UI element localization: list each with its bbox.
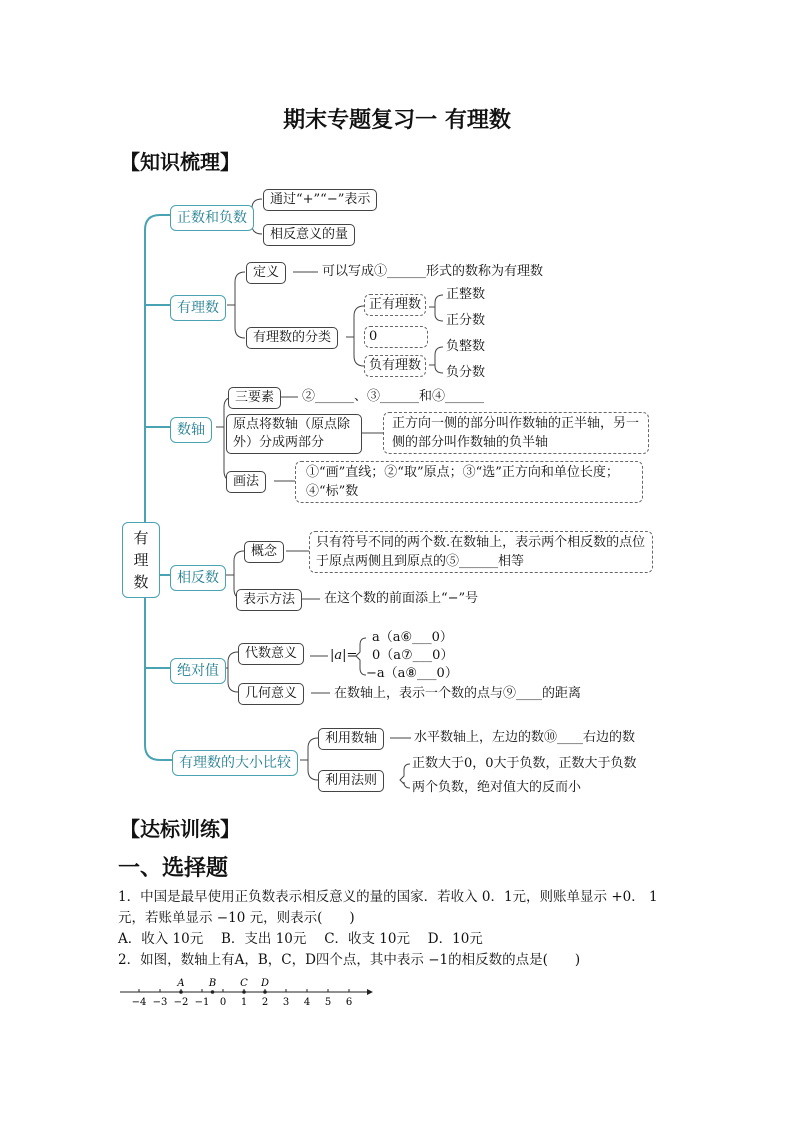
- question-1-line-1: 1．中国是最早使用正负数表示相反意义的量的国家．若收入 0．1元，则账单显示 +0． 1: [118, 889, 658, 905]
- concept-text: 只有符号不同的两个数.在数轴上，表示两个相反数的点位于原点两侧且到原点的⑤______相等: [309, 531, 653, 573]
- node-algebraic-meaning: 代数意义: [238, 643, 304, 665]
- number-line-tick-label: 5: [324, 997, 332, 1008]
- node-number-line: 数轴: [170, 417, 212, 443]
- number-line-tick-label: 4: [303, 997, 311, 1008]
- number-line-tick-label: 1: [240, 997, 248, 1008]
- node-negative-rational: 负有理数: [364, 355, 426, 377]
- number-line-tick-label: −1: [194, 997, 210, 1008]
- section-knowledge: 【知识梳理】: [120, 150, 240, 174]
- node-definition: 定义: [246, 262, 286, 284]
- node-rational-numbers: 有理数: [170, 295, 226, 321]
- rule-line-1: 正数大于0，0大于负数，正数大于负数: [412, 756, 637, 771]
- number-line-tick-label: 3: [282, 997, 290, 1008]
- node-use-rules: 利用法则: [318, 770, 384, 792]
- number-line-tick-label: −4: [131, 997, 147, 1008]
- page-title: 期末专题复习一 有理数: [283, 108, 511, 133]
- node-opposite-numbers: 相反数: [170, 565, 226, 591]
- question-2-line-1: 2．如图，数轴上有A，B，C，D四个点，其中表示 −1的相反数的点是( ): [118, 952, 581, 968]
- node-positive-rational: 正有理数: [364, 294, 426, 316]
- node-zero: 0: [364, 326, 428, 348]
- number-line-tick-label: 2: [261, 997, 269, 1008]
- negative-fraction: 负分数: [446, 365, 486, 380]
- number-line-tick-label: −3: [152, 997, 168, 1008]
- number-line-point: [263, 990, 267, 994]
- number-line-point-label: C: [240, 978, 248, 989]
- number-line-point-label: B: [208, 978, 217, 989]
- abs-formula-lhs: |a|=: [330, 648, 358, 663]
- node-classification: 有理数的分类: [246, 327, 338, 349]
- node-opposite-quantities: 相反意义的量: [263, 224, 355, 246]
- number-line-point: [242, 990, 246, 994]
- node-sign-notation: 通过“+”“−”表示: [263, 189, 377, 211]
- number-line-tick-label: 0: [219, 997, 227, 1008]
- section-practice: 【达标训练】: [120, 817, 240, 841]
- number-line-tick-label: −2: [173, 997, 189, 1008]
- root-label: 有 理 数: [133, 529, 149, 591]
- positive-fraction: 正分数: [446, 313, 486, 328]
- question-1-line-2: 元，若账单显示 −10 元，则表示( ): [118, 910, 355, 926]
- origin-split-text: 正方向一侧的部分叫作数轴的正半轴，另一侧的部分叫作数轴的负半轴: [383, 412, 649, 454]
- three-elements-text: ②______、③______和④______: [302, 389, 485, 404]
- question-1-options: A．收入 10元 B．支出 10元 C．收支 10元 D．10元: [118, 931, 483, 947]
- geometric-meaning-text: 在数轴上，表示一个数的点与⑨____的距离: [334, 686, 582, 701]
- number-line-arrow: [367, 989, 373, 995]
- definition-text: 可以写成①______形式的数称为有理数: [322, 264, 544, 279]
- number-line-point: [179, 990, 183, 994]
- abs-case-negative: −a（a⑧___0）: [366, 666, 458, 681]
- number-line-point: [211, 990, 215, 994]
- node-absolute-value: 绝对值: [170, 658, 226, 684]
- node-comparison: 有理数的大小比较: [172, 750, 298, 776]
- positive-integer: 正整数: [446, 287, 486, 302]
- node-use-number-line: 利用数轴: [318, 728, 384, 750]
- number-line-tick-label: 6: [345, 997, 353, 1008]
- node-notation-method: 表示方法: [236, 589, 302, 611]
- rule-line-2: 两个负数，绝对值大的反而小: [412, 780, 582, 795]
- drawing-method-text: ①“画”直线；②“取”原点；③“选”正方向和单位长度；④“标”数: [295, 461, 643, 503]
- notation-method-text: 在这个数的前面添上“−”号: [324, 591, 479, 606]
- node-origin-split: 原点将数轴（原点除外）分成两部分: [226, 414, 362, 454]
- root-node: [122, 522, 160, 598]
- abs-case-zero: 0（a⑦___0）: [372, 648, 454, 663]
- abs-case-positive: a（a⑥___0）: [372, 630, 453, 645]
- node-drawing-method: 画法: [226, 471, 266, 493]
- node-concept: 概念: [244, 541, 284, 563]
- node-three-elements: 三要素: [228, 387, 281, 409]
- node-geometric-meaning: 几何意义: [238, 683, 304, 705]
- number-line-point-label: D: [260, 978, 270, 989]
- use-number-line-text: 水平数轴上，左边的数⑩____右边的数: [414, 730, 636, 745]
- number-line-figure: [115, 972, 395, 1012]
- node-positive-negative: 正数和负数: [170, 205, 254, 231]
- part-one-heading: 一、选择题: [118, 856, 229, 881]
- number-line-point-label: A: [177, 978, 185, 989]
- negative-integer: 负整数: [446, 339, 486, 354]
